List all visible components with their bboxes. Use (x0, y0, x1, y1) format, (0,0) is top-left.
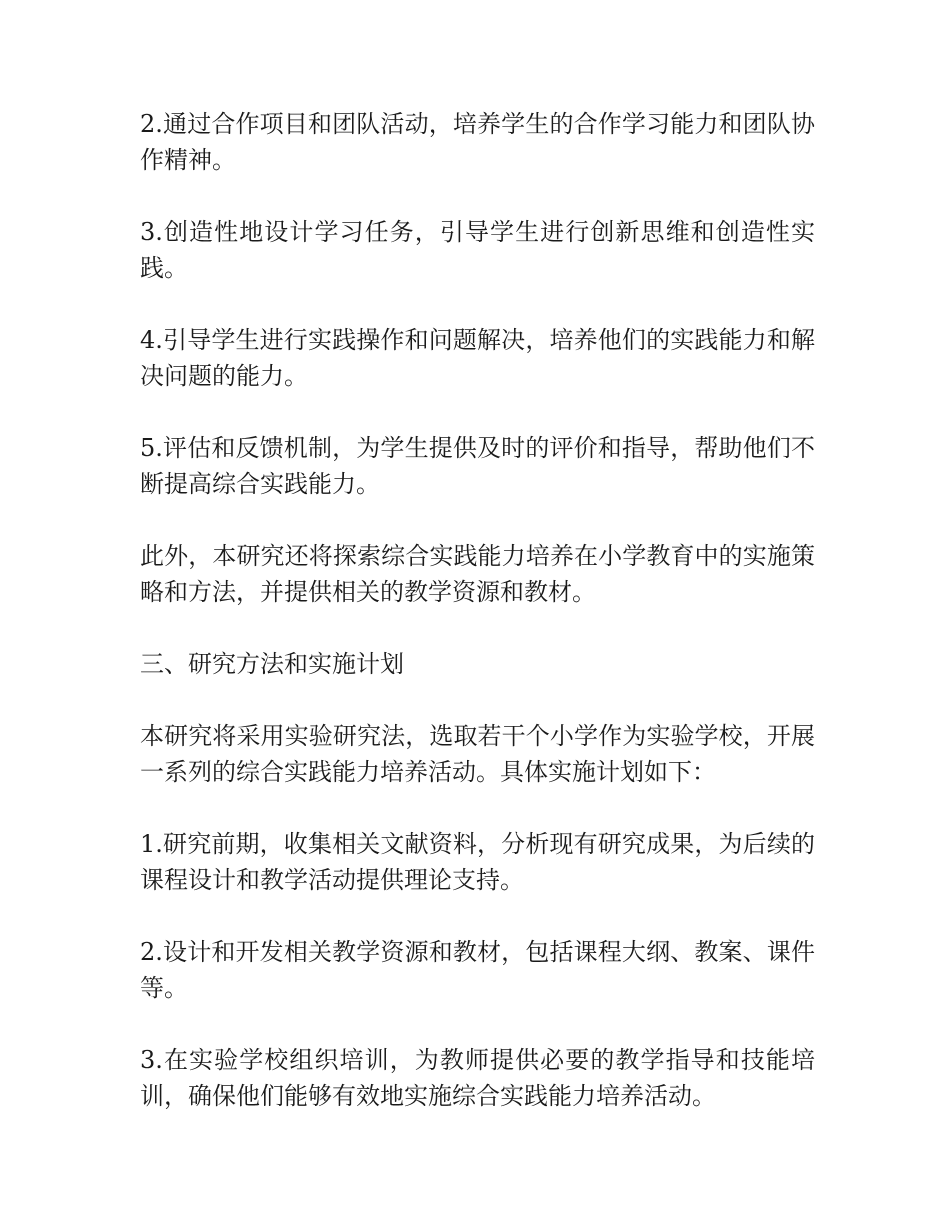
section-heading: 三、研究方法和实施计划 (140, 650, 404, 678)
document-page (140, 106, 815, 1150)
paragraph-method-intro: 本研究将采用实验研究法，选取若干个小学作为实验学校，开展一系列的综合实践能力培养活动。具体实施计划如下： (140, 722, 815, 786)
paragraph-goal-5: 5.评估和反馈机制，为学生提供及时的评价和指导，帮助他们不断提高综合实践能力。 (140, 434, 815, 498)
paragraph-plan-2: 2.设计和开发相关教学资源和教材，包括课程大纲、教案、课件等。 (140, 938, 815, 1002)
paragraph-additional: 此外，本研究还将探索综合实践能力培养在小学教育中的实施策略和方法，并提供相关的教学资源和教材。 (140, 542, 815, 606)
paragraph-goal-2: 2.通过合作项目和团队活动，培养学生的合作学习能力和团队协作精神。 (140, 110, 815, 174)
paragraph-plan-1: 1.研究前期，收集相关文献资料，分析现有研究成果，为后续的课程设计和教学活动提供理论支持。 (140, 830, 815, 894)
paragraph-plan-3: 3.在实验学校组织培训，为教师提供必要的教学指导和技能培训，确保他们能够有效地实施综合实践能力培养活动。 (140, 1046, 815, 1110)
paragraph-goal-3: 3.创造性地设计学习任务，引导学生进行创新思维和创造性实践。 (140, 218, 815, 282)
paragraph-goal-4: 4.引导学生进行实践操作和问题解决，培养他们的实践能力和解决问题的能力。 (140, 326, 815, 390)
